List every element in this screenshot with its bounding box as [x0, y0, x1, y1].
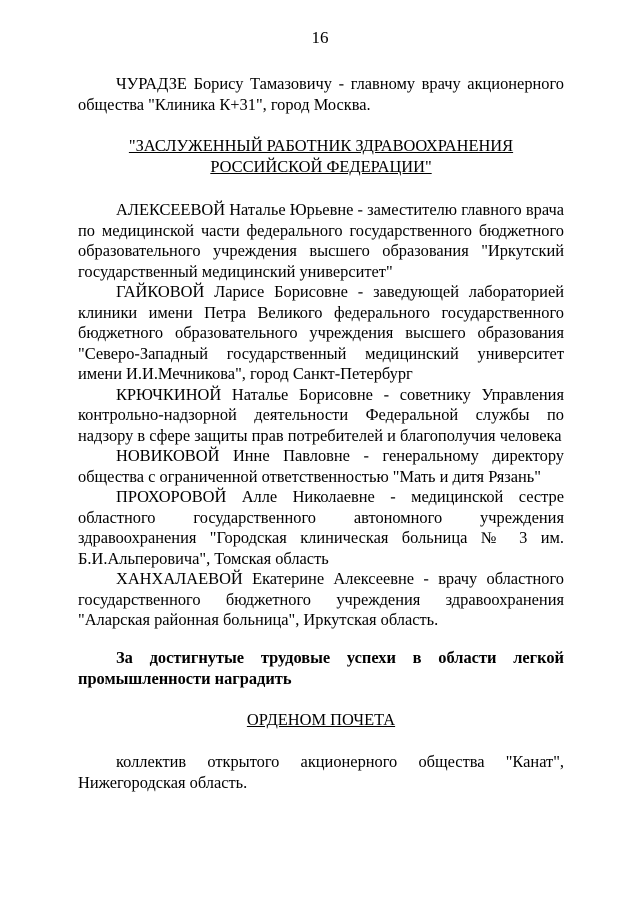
order-title: ОРДЕНОМ ПОЧЕТА	[246, 710, 396, 729]
honor-title-line-2: РОССИЙСКОЙ ФЕДЕРАЦИИ"	[210, 156, 432, 176]
recipient-paragraph-novikova: НОВИКОВОЙ Инне Павловне - генеральному директору общества с ограниченной ответственностью "Мать и дитя Рязань"	[78, 446, 564, 486]
intro-paragraph-block	[78, 74, 564, 115]
recipient-paragraph-khankhalaeva: ХАНХАЛАЕВОЙ Екатерине Алексеевне - врачу областного государственного бюджетного учреждения здравоохранения "Аларская районная больница", Иркутская область.	[78, 569, 564, 629]
recipient-paragraph-churadze: ЧУРАДЗЕ Борису Тамазовичу - главному врачу акционерного общества "Клиника К+31", город Москва.	[78, 74, 564, 114]
honor-title-line-1: "ЗАСЛУЖЕННЫЙ РАБОТНИК ЗДРАВООХРАНЕНИЯ	[128, 136, 514, 155]
order-title-block	[78, 710, 564, 731]
recipient-paragraph-prokhorova: ПРОХОРОВОЙ Алле Николаевне - медицинской сестре областного государственного автономного учреждения здравоохранения "Городская клиническая больница № 3 им. Б.И.Альперовича", Томская область	[78, 487, 564, 568]
recipient-paragraph-alekseeva: АЛЕКСЕЕВОЙ Наталье Юрьевне - заместителю главного врача по медицинской части федерального государственного бюджетного образовательного учреждения высшего образования "Иркутский государственный медицинский университет"	[78, 200, 564, 281]
page-number: 16	[311, 28, 329, 47]
order-recipient-paragraph: коллектив открытого акционерного общества "Канат", Нижегородская область.	[78, 752, 564, 792]
award-heading: За достигнутые трудовые успехи в области легкой промышленности наградить	[78, 648, 564, 688]
recipients-list	[78, 200, 564, 631]
honor-title-block	[78, 136, 564, 177]
recipient-paragraph-gaykova: ГАЙКОВОЙ Ларисе Борисовне - заведующей лабораторией клиники имени Петра Великого федерального государственного бюджетного образовательного учреждения высшего образования "Северо-Западный государственный медицинский университет имени И.И.Мечникова", город Санкт-Петербург	[78, 282, 564, 383]
award-heading-block	[78, 648, 564, 689]
recipient-paragraph-kryuchkina: КРЮЧКИНОЙ Наталье Борисовне - советнику Управления контрольно-надзорной деятельности Федеральной службы по надзору в сфере защиты прав потребителей и благополучия человека	[78, 384, 564, 445]
order-recipient-block	[78, 752, 564, 793]
